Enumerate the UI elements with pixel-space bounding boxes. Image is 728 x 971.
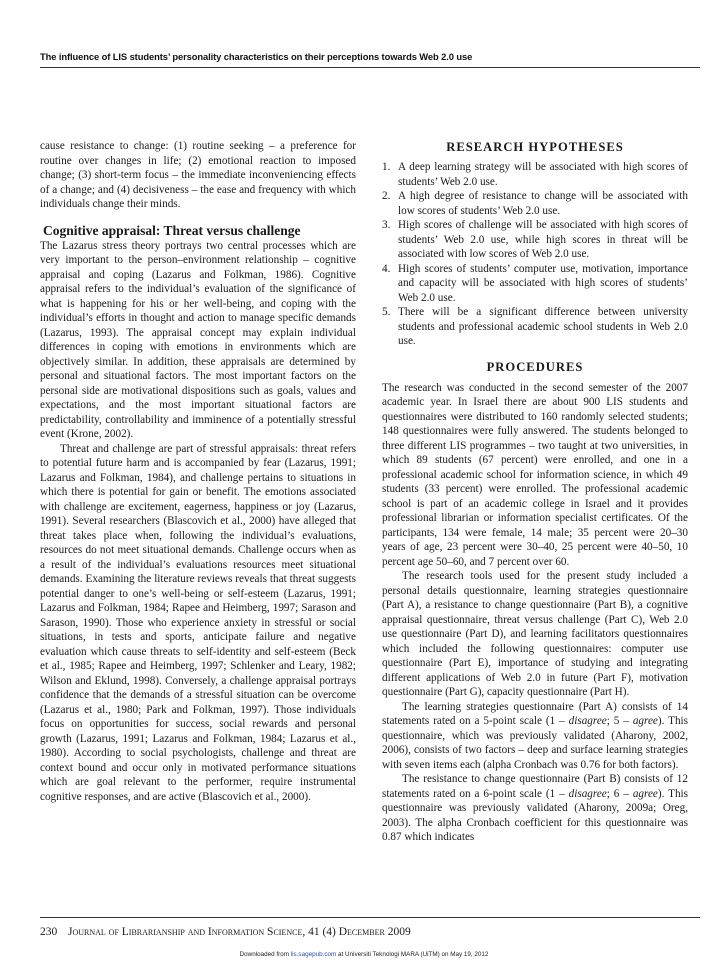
text-run: ). This questionnaire, which was previously validated (Aharony, 2002, 2006), consists of two factors – deep and surface learning strategies with seven items each (alpha Cronbach was 0.76 for both factors).	[382, 715, 688, 771]
list-item-text: There will be a significant difference between university students and professional academic school students in Web 2.0 use.	[398, 306, 688, 347]
list-item	[382, 262, 688, 306]
text-run: ; 5 –	[606, 715, 633, 727]
section-heading-hypotheses: RESEARCH HYPOTHESES	[446, 140, 624, 154]
download-notice	[0, 951, 728, 958]
list-item-number: 5.	[382, 306, 391, 318]
paragraph-threat-challenge: Threat and challenge are part of stressful appraisals: threat refers to potential future harm and is accompanied by fear (Lazarus, 1991; Lazarus and Folkman, 1984), and challenge pertains to situations in which there is potential for gain or benefit. The emotions associated with challenge are excitement, eagerness, happiness or joy (Lazarus, 1991). Several researchers (Blascovich et al., 2000) have alleged that threat takes place when, following the individual’s evaluations, resources do not meet situational demands. Challenge occurs when as a result of the individual’s evaluations resources meet situational demands. Examining the literature reviews reveals that threat suggests potential danger to one’s well-being or self-esteem (Lazarus, 1991; Lazarus and Folkman, 1984; Rapee and Heimberg, 1997; Sarason and Sarason, 1990). Those who experience anxiety in stressful or social situations, in tests and sports, anticipate failure and negative evaluation which cause threats to self-identity and self-esteem (Beck et al., 1985; Rapee and Heimberg, 1997; Schlenker and Leary, 1982; Wilson and Eklund, 1998). Conversely, a challenge appraisal portrays confidence that the demands of a stressful situation can be overcome (Lazarus et al., 1980; Park and Folkman, 1997). Those individuals focus on opportunities for success, social rewards and personal growth (Lazarus, 1991; Lazarus and Folkman, 1984; Lazarus et al., 1980). According to social psychologists, challenge and threat are context bound and occur only in motivated performance situations which are goal relevant to the performer, require instrumental cognitive responses, and are active (Blascovich et al., 2000).	[40, 442, 356, 803]
paragraph-learning-strategies	[382, 700, 688, 773]
list-item-text: A deep learning strategy will be associated with high scores of students’ Web 2.0 use.	[398, 161, 688, 188]
italic-term: agree	[632, 715, 658, 727]
list-item-text: High scores of challenge will be associated with high scores of students’ Web 2.0 use, while high scores in threat will be associated with low scores of Web 2.0 use.	[398, 219, 688, 260]
text-run: The resistance to change questionnaire (Part B) consists of 12 statements rated on a 6-point scale (1 –	[382, 773, 688, 800]
list-item-number: 2.	[382, 190, 391, 202]
list-item	[382, 305, 688, 349]
paragraph-lazarus-theory: The Lazarus stress theory portrays two central processes which are very important to the person–environment relationship – cognitive appraisal and coping (Lazarus and Folkman, 1986). Cognitive appraisal refers to the individual’s evaluation of the significance of what is happening for his or her well-being, and coping with the individual’s efforts in thought and action to manage specific demands (Lazarus, 1993). The appraisal concept may explain individual differences in coping with emotions in environments which are objectively similar. In addition, these appraisals are determined by personal and situational factors. The most important factors on the personal side are motivational dispositions such as goals, values and expectations, and the most important situational factors are predictability, controllability and imminence of a potentially stressful event (Krone, 2002).	[40, 239, 356, 440]
text-run: ; 6 –	[606, 787, 633, 800]
text-run: ). This questionnaire was previously validated (Aharony, 2009a; Oreg, 2003). The alpha Cronbach coefficient for this questionnaire was 0.87 which indicates	[382, 787, 688, 843]
paragraph-research-sample: The research was conducted in the second semester of the 2007 academic year. In Israel there are about 900 LIS students and questionnaires were distributed to 160 randomly selected students; 148 questionnaires were fully answered. The students belonged to three different LIS programmes – two taught at two universities, in which 89 students (67 percent) were enrolled, and one in a professional academic school for information science, in which 49 students (33 percent) were enrolled. The professional academic school is part of an academic college in Israel and it provides professional librarian or information specialist certificates. Of the participants, 134 were female, 14 male; 35 percent were 20–30 years of age, 23 percent were 30–40, 25 percent were 40–50, 10 percent age 50–60, and 7 percent over 60.	[382, 381, 688, 568]
intro-paragraph: cause resistance to change: (1) routine seeking – a preference for routine over changes in life; (2) emotional reaction to imposed change; (3) short-term focus – the immediate inconveniencing effects of a change; and (4) decisiveness – the ease and frequency with which individuals change their minds.	[40, 140, 356, 210]
text-run: The learning strategies questionnaire (Part A) consists of 14 statements rated on a 5-point scale (1 –	[382, 700, 688, 727]
page-number: 230	[40, 926, 58, 938]
paragraph-research-tools: The research tools used for the present study included a personal details questionnaire, learning strategies questionnaire (Part A), a resistance to change questionnaire (Part B), a cognitive appraisal questionnaire, threat versus challenge (Part C), Web 2.0 use questionnaire (Part D), and learning facilitators questionnaires which included the following questionnaires: computer use questionnaire (Part E), importance of studying and integrating different applications of Web 2.0 in future (Part F), motivation questionnaire (Part G), capacity questionnaire (Part H).	[382, 570, 688, 698]
download-link[interactable]: lis.sagepub.com	[290, 951, 337, 958]
list-item	[382, 189, 688, 218]
italic-term: disagree	[568, 715, 607, 727]
list-item	[382, 160, 688, 189]
download-prefix: Downloaded from	[239, 951, 291, 958]
left-column	[40, 139, 356, 804]
paragraph-resistance-change	[382, 772, 688, 845]
italic-term: agree	[632, 787, 658, 800]
journal-citation: Journal of Librarianship and Information Science, 41 (4) December 2009	[68, 926, 411, 938]
section-heading-procedures: PROCEDURES	[486, 359, 584, 374]
list-item-number: 4.	[382, 262, 391, 275]
running-header-title: The influence of LIS students’ personality characteristics on their perceptions towards Web 2.0 use	[40, 51, 473, 62]
list-item-text: A high degree of resistance to change will be associated with low scores of students’ Web 2.0 use.	[398, 190, 688, 217]
list-item-number: 1.	[382, 161, 391, 173]
footer-rule	[40, 917, 700, 918]
right-column	[382, 139, 688, 845]
list-item	[382, 218, 688, 262]
italic-term: disagree	[568, 787, 607, 800]
list-item-number: 3.	[382, 219, 391, 231]
list-item-text: High scores of students’ computer use, motivation, importance and capacity will be associated with high scores of students’ Web 2.0 use.	[398, 262, 688, 304]
subsection-heading: Cognitive appraisal: Threat versus challenge	[43, 222, 301, 238]
download-suffix: at Universiti Teknologi MARA (UiTM) on May 19, 2012	[336, 951, 489, 958]
header-rule	[40, 67, 700, 68]
hypotheses-list	[382, 160, 688, 349]
